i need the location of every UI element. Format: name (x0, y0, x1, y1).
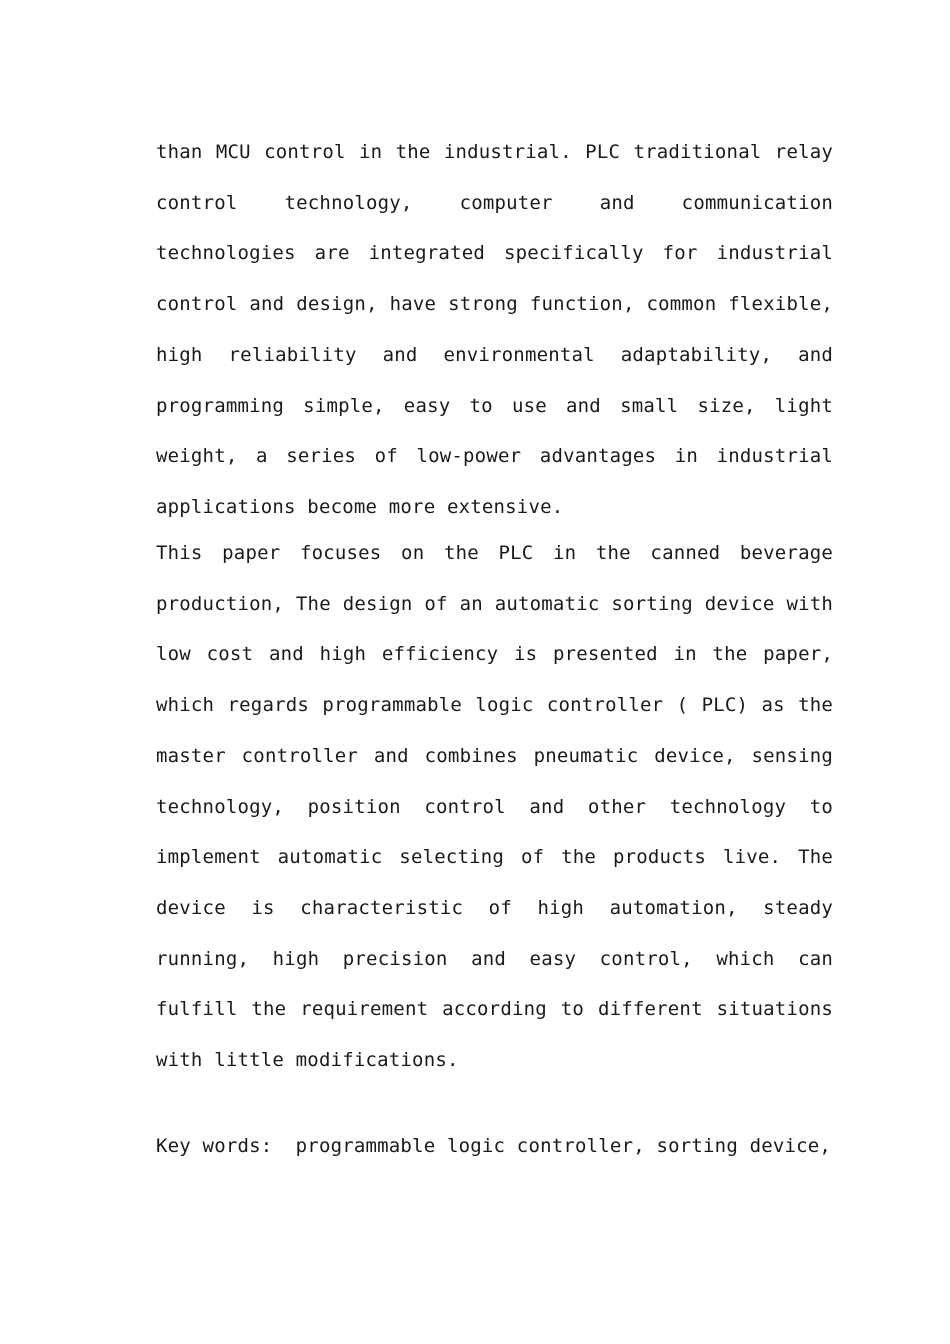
keywords-line (156, 1121, 833, 1172)
keywords-text: programmable logic controller, sorting device, (295, 1135, 832, 1157)
keywords-label: Key words: (156, 1135, 273, 1157)
body-paragraph-abstract: This paper focuses on the PLC in the canned beverage production, The design of an automatic sorting device with low cost and high efficiency is presented in the paper, which regards programmable logic controller ( PLC) as the master controller and combines pneumatic device, sensing technology, position control and other technology to implement automatic selecting of the products live. The device is characteristic of high automation, steady running, high precision and easy control, which can fulfill the requirement according to different situations with little modifications. (156, 542, 833, 1072)
body-paragraph-intro: than MCU control in the industrial. PLC traditional relay control technology, computer and communication technologies are integrated specifically for industrial control and design, have strong function, common flexible, high reliability and environmental adaptability, and programming simple, easy to use and small size, light weight, a series of low-power advantages in industrial applications become more extensive. (156, 141, 833, 518)
